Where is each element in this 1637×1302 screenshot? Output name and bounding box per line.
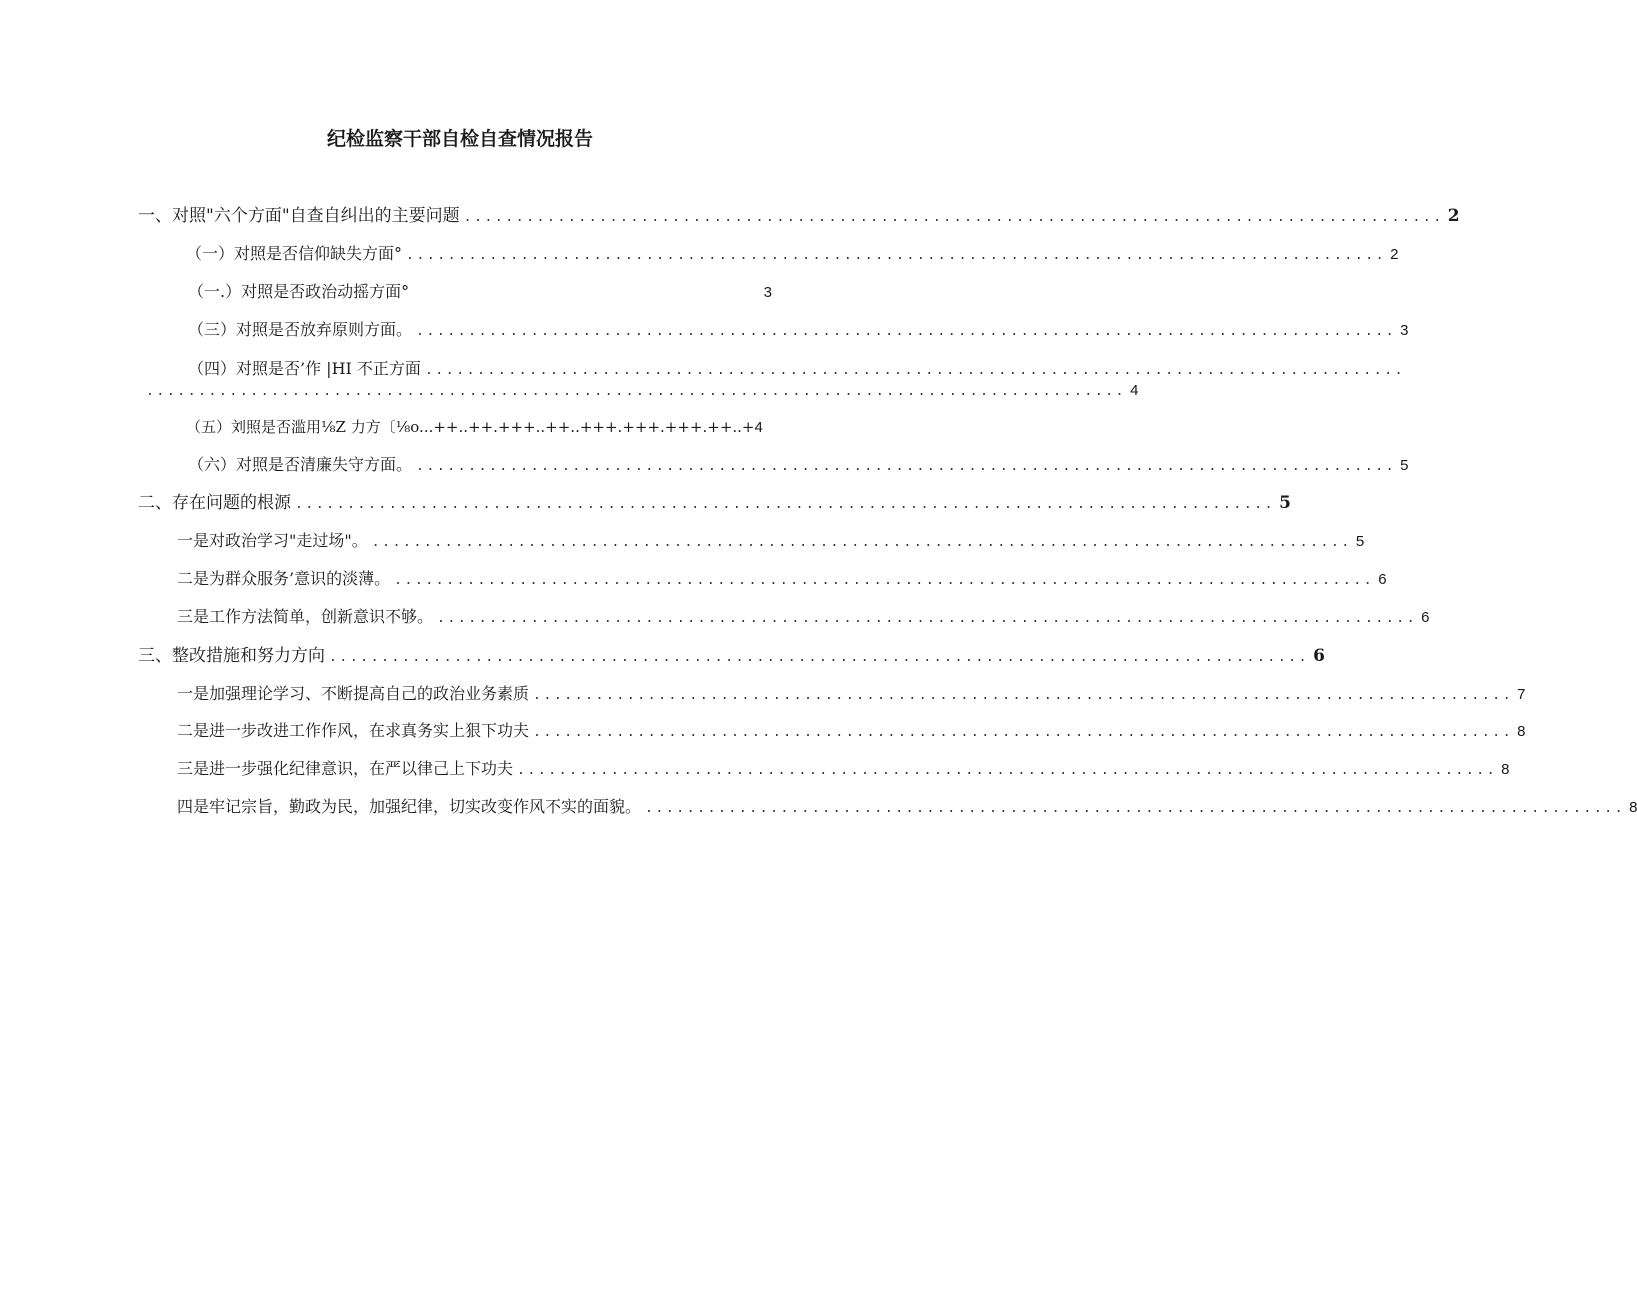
toc-leader-dots: ..............................................................................................: [463, 210, 1444, 225]
toc-leader-dots: ..............................................................................................: [437, 611, 1418, 626]
toc-entry-text: 二是进一步改进工作作风，在求真务实上狠下功夫: [177, 721, 530, 740]
toc-entry-2-3[interactable]: [177, 606, 1430, 630]
toc-page-number: 2: [1447, 206, 1460, 226]
toc-entry-text: （六）对照是否清廉失守方面。: [188, 455, 413, 474]
toc-entry-text: 三、整改措施和努力方向: [138, 646, 325, 666]
toc-entry-3-3[interactable]: [177, 758, 1510, 782]
toc-entry-text: 三是工作方法简单，创新意识不够。: [177, 607, 434, 626]
toc-entry-text: 三是进一步强化纪律意识，在严以律己上下功夫: [177, 759, 514, 778]
toc-page-number: 5: [1355, 533, 1365, 550]
toc-entry-text: （一）对照是否信仰缺失方面°: [186, 244, 403, 263]
toc-leader-dots: ..............................................................................................: [517, 763, 1498, 778]
toc-page-number: 5: [1400, 457, 1409, 474]
toc-page-number: 4: [754, 419, 763, 436]
toc-entry-1-2[interactable]: [188, 281, 772, 304]
toc-page-number: 6: [1378, 571, 1387, 588]
toc-page-number: 4: [1130, 382, 1139, 399]
toc-entry-text: （五）刘照是否滥用⅛Z 力方〔⅛o...++..++.+++..++..+++.+++.+++.++..+: [186, 418, 755, 436]
toc-entry-text: （四）对照是否’作 |HI 不正方面: [188, 359, 421, 378]
toc-entry-text: 一是加强理论学习、不断提高自己的政治业务素质: [177, 684, 530, 703]
toc-page-number: 2: [1390, 246, 1399, 263]
toc-leader-dots: ..............................................................................................: [329, 650, 1310, 665]
toc-entry-2-2[interactable]: [177, 568, 1387, 592]
toc-leader-dots: ..............................................................................................: [416, 324, 1397, 339]
toc-entry-text: 二、存在问题的根源: [138, 493, 291, 513]
toc-page-number: 6: [1421, 609, 1430, 626]
toc-entry-1-1[interactable]: [186, 243, 1399, 267]
toc-leader-dots: ..............................................................................................: [645, 801, 1626, 816]
toc-leader-dots: ..............................................................................................: [416, 459, 1397, 474]
toc-page-number: 6: [1313, 646, 1325, 666]
toc-entry-text: 二是为群众服务’意识的淡薄。: [177, 569, 391, 588]
toc-entry-section-2[interactable]: [138, 492, 1291, 516]
toc-entry-2-1[interactable]: [177, 530, 1365, 554]
toc-page-number: 8: [1629, 799, 1637, 816]
toc-leader-dots: ..............................................................................................: [146, 384, 1127, 399]
toc-leader-dots: ..............................................................................................: [371, 535, 1352, 550]
toc-entry-1-6[interactable]: [188, 454, 1409, 478]
toc-page-number: 5: [1279, 493, 1291, 513]
toc-page-number: 3: [1400, 322, 1409, 339]
toc-entry-section-1[interactable]: [138, 205, 1460, 229]
toc-entry-3-4[interactable]: [177, 796, 1637, 820]
toc-entry-3-1[interactable]: [177, 683, 1526, 707]
toc-leader-dots: ..............................................................................................: [394, 573, 1375, 588]
toc-entry-1-3[interactable]: [188, 319, 1409, 343]
toc-leader-dots: ..............................................................................................: [533, 725, 1514, 740]
toc-leader-dots: ..............................................................................................: [406, 248, 1387, 263]
toc-entry-1-4-continuation[interactable]: [146, 380, 1139, 403]
toc-entry-text: 一、对照"六个方面"自查自纠出的主要问题: [138, 206, 460, 226]
toc-page-number: 3: [763, 284, 772, 301]
toc-entry-1-5[interactable]: [186, 416, 763, 439]
toc-page-number: 8: [1517, 723, 1526, 740]
toc-entry-text: （三）对照是否放弃原则方面。: [188, 320, 413, 339]
toc-entry-text: 一是对政治学习"走过场"。: [177, 531, 368, 550]
toc-entry-text: 四是牢记宗旨，勤政为民，加强纪律，切实改变作风不实的面貌。: [177, 797, 642, 816]
toc-page-number: 7: [1517, 686, 1526, 703]
toc-leader-dots: ..............................................................................................: [533, 688, 1514, 703]
toc-leader-dots: ..............................................................................................: [424, 363, 1406, 378]
toc-entry-3-2[interactable]: [177, 720, 1526, 744]
toc-entry-1-4[interactable]: [188, 358, 1406, 382]
toc-entry-text: （一.）对照是否政治动摇方面°: [188, 282, 410, 301]
toc-leader-dots: ..............................................................................................: [295, 497, 1276, 512]
document-title: 纪检监察干部自检自查情况报告: [326, 128, 593, 150]
toc-page-number: 8: [1501, 761, 1510, 778]
toc-entry-section-3[interactable]: [138, 645, 1325, 669]
